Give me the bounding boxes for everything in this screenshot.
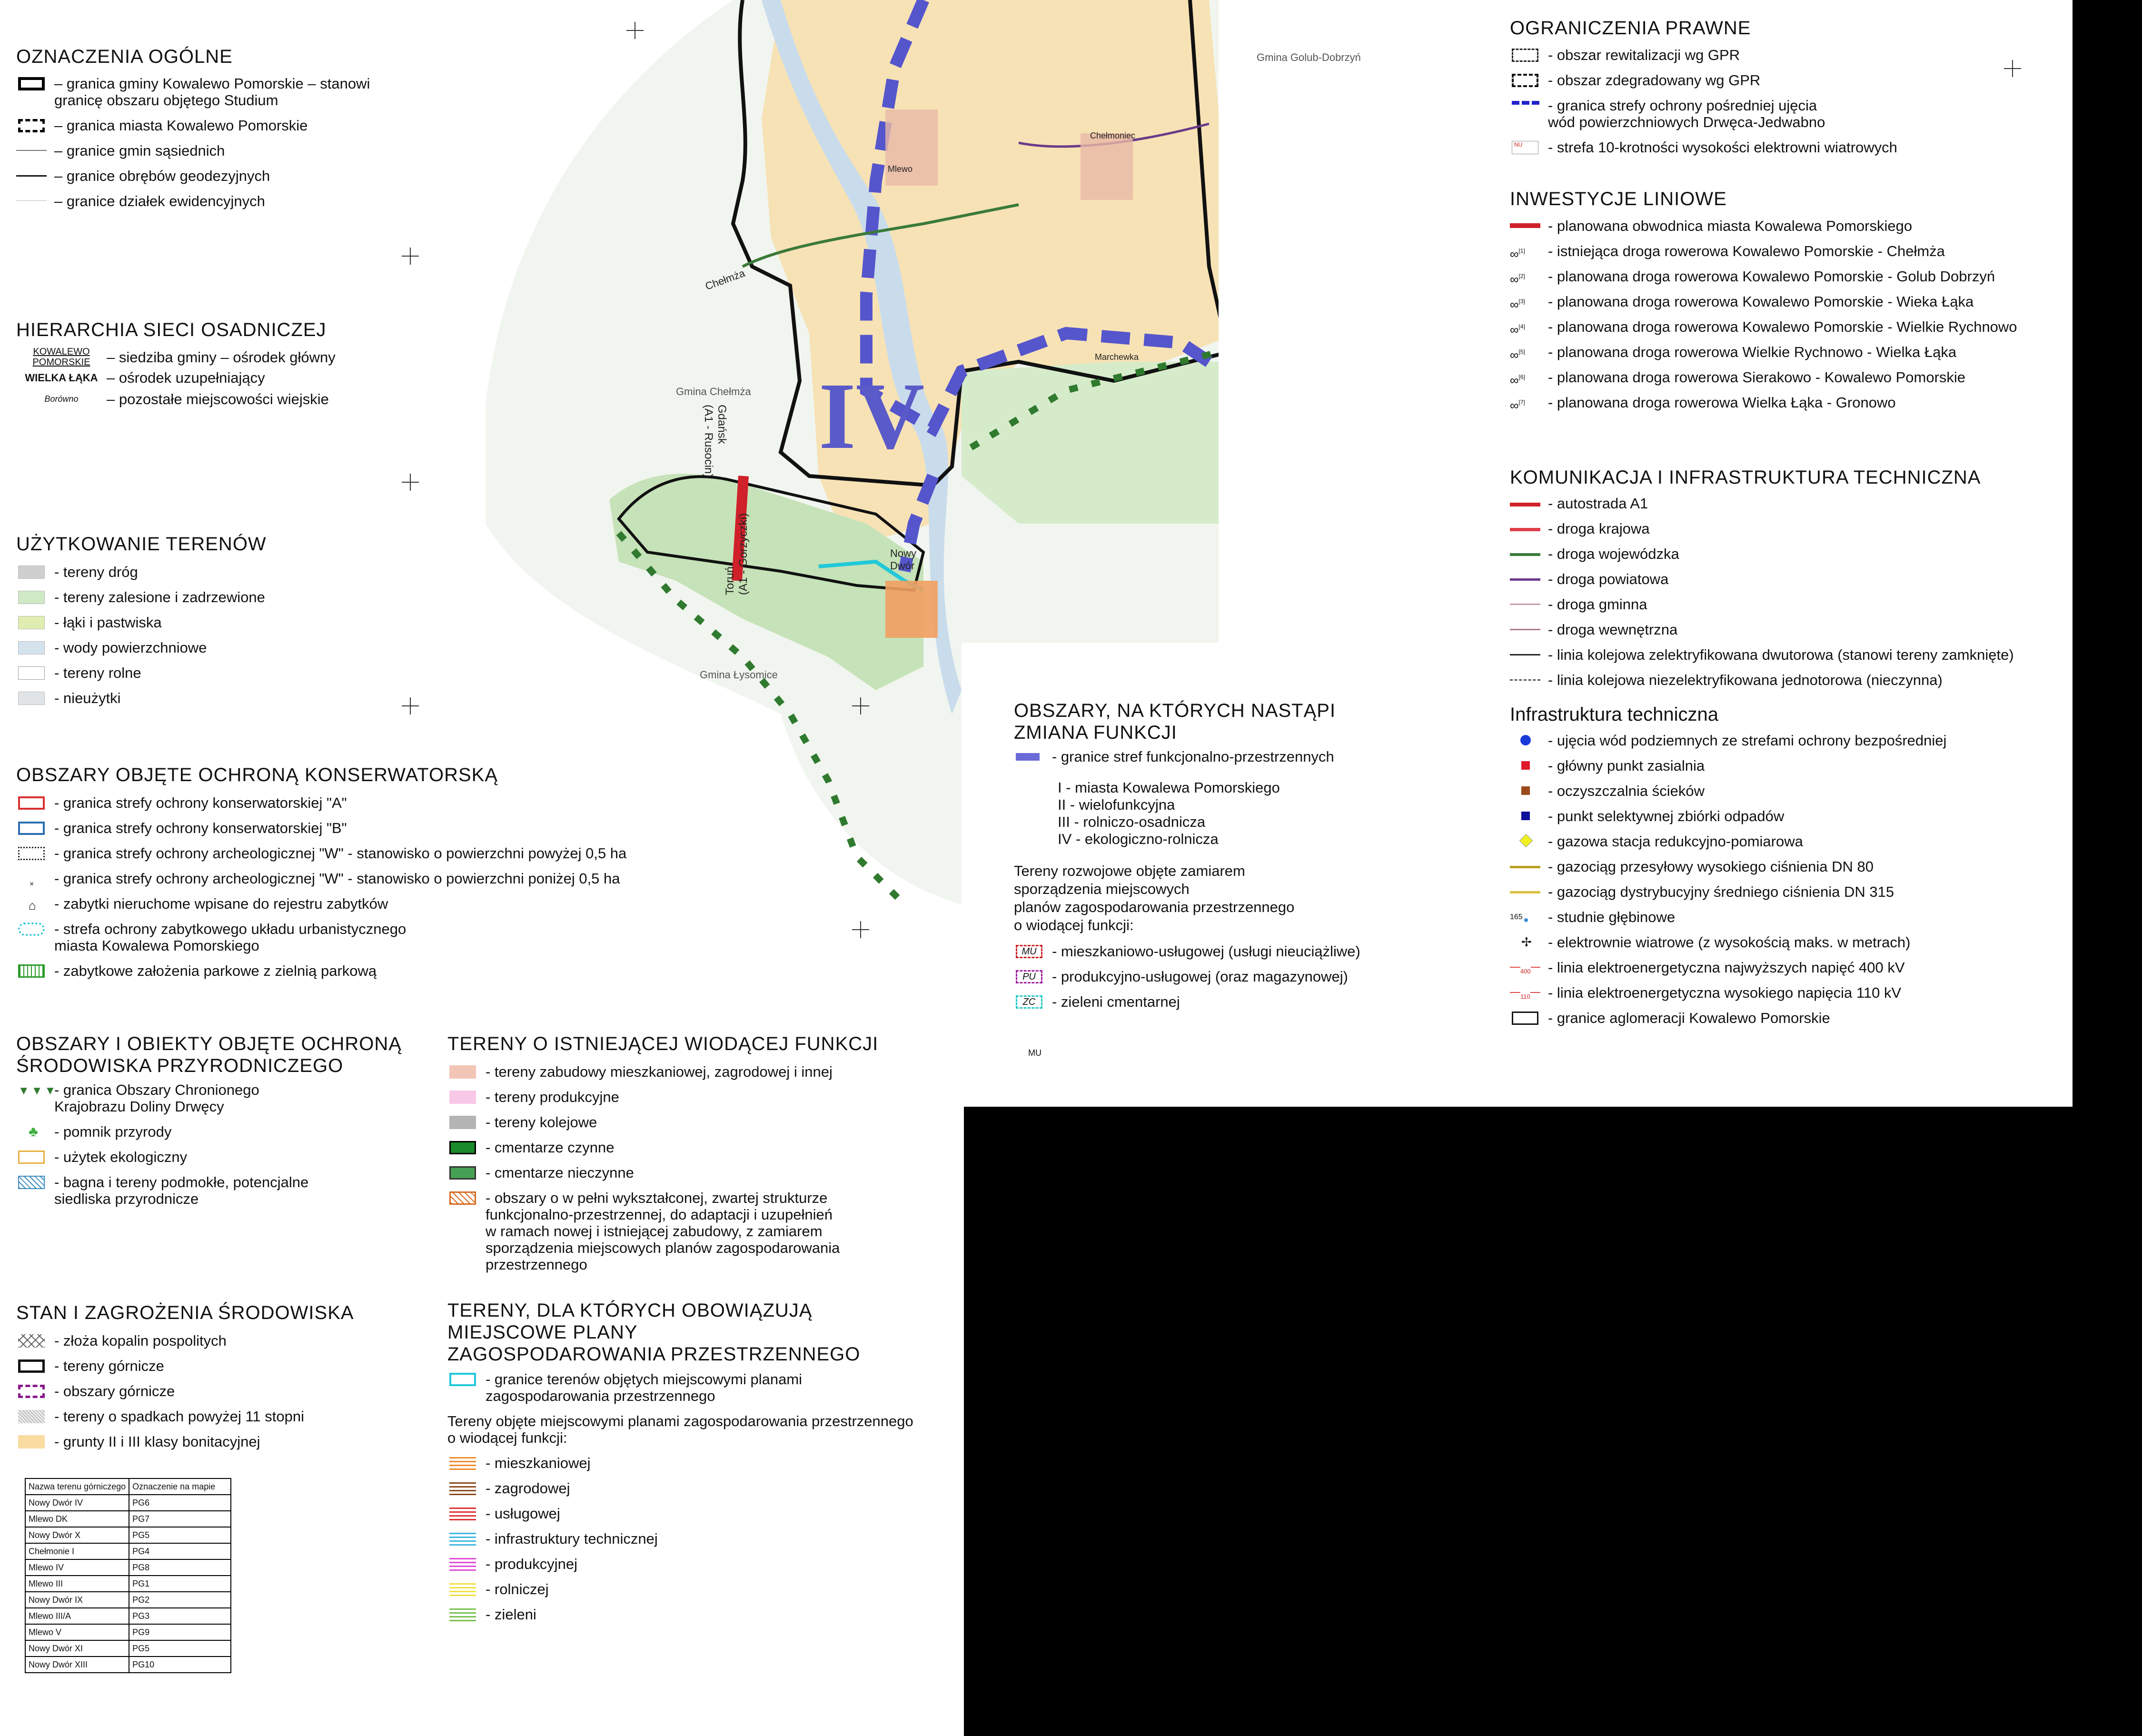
legend-label: - planowana droga rowerowa Kowalewo Pomorskie - Wieka Łąka bbox=[1548, 293, 1974, 310]
legend-label: - łąki i pastwiska bbox=[54, 614, 162, 631]
legend-label: - rolniczej bbox=[486, 1581, 549, 1597]
legend-local-plans-title: TERENY, DLA KTÓRYCH OBOWIĄZUJĄ MIEJSCOWE PLANY ZAGOSPODAROWANIA PRZESTRZENNEGO bbox=[447, 1300, 861, 1365]
bike-icon: ∞[3] bbox=[1510, 297, 1525, 312]
legend-item bbox=[447, 1164, 952, 1181]
table-cell: PG6 bbox=[129, 1495, 231, 1511]
line-400-code: 400 bbox=[1520, 963, 1531, 980]
legend-label: – granica gminy Kowalewo Pomorskie – stanowi granicę obszaru objętego Studium bbox=[54, 75, 370, 109]
legend-label: - granica strefy ochrony archeologicznej "W" - stanowisko o powierzchni powyżej 0,5 ha bbox=[54, 845, 627, 862]
legend-label: – granice gmin sąsiednich bbox=[54, 142, 225, 159]
legend-label: - droga wewnętrzna bbox=[1548, 621, 1678, 638]
development-intro: Tereny rozwojowe objęte zamiarem sporządzenia miejscowych planów zagospodarowania przestrzennego o wiodącej funkcji: bbox=[1014, 863, 1295, 933]
table-cell: PG10 bbox=[129, 1657, 231, 1673]
table-cell: PG5 bbox=[129, 1527, 231, 1543]
table-row bbox=[25, 1576, 231, 1592]
legend-label: - granica strefy ochrony konserwatorskiej "A" bbox=[54, 794, 347, 811]
legend-label: - droga powiatowa bbox=[1548, 571, 1669, 587]
legend-item bbox=[16, 962, 683, 979]
table-row bbox=[25, 1624, 231, 1640]
legend-item bbox=[1510, 394, 2072, 411]
legend-item bbox=[1510, 621, 2072, 638]
legend-item bbox=[1510, 97, 2072, 130]
legend-label: - punkt selektywnej zbiórki odpadów bbox=[1548, 808, 1785, 824]
bike-icon: ∞[5] bbox=[1510, 347, 1525, 362]
legend-linear-title: INWESTYCJE LINIOWE bbox=[1510, 188, 1727, 209]
legend-legal bbox=[1510, 17, 2072, 156]
legend-label: - grunty II i III klasy bonitacyjnej bbox=[54, 1433, 260, 1450]
legend-item bbox=[447, 1089, 952, 1105]
table-row bbox=[25, 1640, 231, 1657]
table-cell: PG1 bbox=[129, 1576, 231, 1592]
place-nowy-dwor: Nowy Dwór bbox=[890, 547, 917, 572]
legend-item bbox=[16, 564, 445, 580]
legend-legal-title: OGRANICZENIA PRAWNE bbox=[1510, 18, 1751, 39]
legend-item bbox=[1510, 293, 2072, 310]
legend-label: - zabytki nieruchome wpisane do rejestru zabytków bbox=[54, 895, 388, 912]
legend-label: – siedziba gminy – ośrodek główny bbox=[107, 348, 336, 366]
legend-item bbox=[16, 845, 683, 862]
bike-code: [2] bbox=[1518, 273, 1525, 279]
table-header: Nazwa terenu górniczego bbox=[25, 1478, 129, 1495]
legend-item bbox=[1510, 571, 2072, 587]
well-icon bbox=[1510, 909, 1543, 925]
legend-item bbox=[1510, 757, 2072, 774]
place-mlewo: Mlewo bbox=[888, 164, 913, 174]
legend-item bbox=[1510, 72, 2072, 89]
legend-nature-title: OBSZARY I OBIEKTY OBJĘTE OCHRONĄ ŚRODOWISKA PRZYRODNICZEGO bbox=[16, 1033, 402, 1076]
legend-label: - granice aglomeracji Kowalewo Pomorskie bbox=[1548, 1010, 1830, 1026]
bike-code: [3] bbox=[1518, 298, 1525, 305]
legend-label: - linia elektroenergetyczna wysokiego napięcia 110 kV bbox=[1548, 984, 1902, 1001]
legend-label: - linia kolejowa niezelektryfikowana jednotorowa (nieczynna) bbox=[1548, 672, 1943, 688]
grid-cross bbox=[402, 474, 419, 491]
place-chelmoniec: Chełmoniec bbox=[1090, 131, 1136, 140]
legend-label: - planowana droga rowerowa Sierakowo - Kowalewo Pomorskie bbox=[1548, 369, 1966, 386]
legend-transport bbox=[1510, 466, 2072, 688]
legend-label: - zabytkowe założenia parkowe z zielnią parkową bbox=[54, 962, 377, 979]
table-row bbox=[25, 1495, 231, 1511]
legend-label: - granice terenów objętych miejscowymi planami zagospodarowania przestrzennego bbox=[486, 1371, 803, 1404]
legend-item bbox=[1510, 1010, 2072, 1026]
table-cell: PG5 bbox=[129, 1640, 231, 1657]
legend-label: - elektrownie wiatrowe (z wysokością maks. w metrach) bbox=[1548, 934, 1911, 951]
legend-infrastructure-title: Infrastruktura techniczna bbox=[1510, 704, 1718, 725]
legend-item bbox=[1014, 993, 1433, 1010]
legend-label: – ośrodek uzupełniający bbox=[107, 369, 265, 386]
table-cell: Nowy Dwór X bbox=[25, 1527, 129, 1543]
table-cell: PG3 bbox=[129, 1608, 231, 1624]
legend-general-title: OZNACZENIA OGÓLNE bbox=[16, 46, 233, 67]
hierarchy-symbol-secondary: WIELKA ŁĄKA bbox=[25, 372, 98, 384]
legend-label: - granica Obszary Chronionego Krajobrazu Doliny Drwęcy bbox=[54, 1081, 259, 1115]
forest-area-east bbox=[962, 362, 1219, 524]
table-cell: PG8 bbox=[129, 1559, 231, 1576]
legend-item bbox=[1014, 748, 1433, 765]
legend-label: - obszary o w pełni wykształconej, zwartej strukturze funkcjonalno-przestrzennej, do adaptacji i uzupełnień w ramach nowej i istniejącej zabudowy, z zamiarem sporządzenia miejscowych planów zagospodarowania przestrzennego bbox=[486, 1190, 840, 1273]
legend-item bbox=[16, 1149, 435, 1165]
legend-label: - tereny rolne bbox=[54, 665, 141, 681]
legend-label: - obszar rewitalizacji wg GPR bbox=[1548, 47, 1740, 63]
legend-label: - obszary górnicze bbox=[54, 1383, 175, 1399]
legend-item bbox=[16, 1383, 435, 1399]
legend-label: - studnie głębinowe bbox=[1548, 909, 1676, 925]
legend-label: - tereny kolejowe bbox=[486, 1114, 597, 1131]
legend-item bbox=[1510, 369, 2072, 386]
legend-item bbox=[1014, 968, 1433, 985]
legend-existing-function-title: TERENY O ISTNIEJĄCEJ WIODĄCEJ FUNKCJI bbox=[447, 1033, 879, 1054]
legend-label: - planowana droga rowerowa Wielka Łąka - Gronowo bbox=[1548, 394, 1896, 411]
table-cell: Nowy Dwór IX bbox=[25, 1592, 129, 1608]
legend-land-use bbox=[16, 533, 445, 706]
legend-item bbox=[16, 347, 445, 367]
legend-item bbox=[1510, 959, 2072, 976]
legend-item bbox=[1510, 344, 2072, 360]
legend-item bbox=[1510, 495, 2072, 512]
code-pu: PU bbox=[1016, 970, 1042, 983]
grid-cross bbox=[626, 22, 644, 39]
legend-label: - obszar zdegradowany wg GPR bbox=[1548, 72, 1761, 89]
legend-label: - złoża kopalin pospolitych bbox=[54, 1332, 227, 1349]
legend-item bbox=[447, 1063, 952, 1080]
nodata-right-strip bbox=[2073, 0, 2142, 1107]
legend-item bbox=[1510, 268, 2072, 285]
table-cell: Nowy Dwór IV bbox=[25, 1495, 129, 1511]
legend-item bbox=[16, 1408, 435, 1425]
legend-item bbox=[16, 142, 445, 159]
power-line-110-icon bbox=[1510, 984, 1543, 1001]
legend-label: - bagna i tereny podmokłe, potencjalne siedliska przyrodnicze bbox=[54, 1174, 309, 1207]
legend-label: - droga krajowa bbox=[1548, 520, 1650, 537]
place-gmina-golub: Gmina Golub-Dobrzyń bbox=[1257, 51, 1361, 63]
place-gmina-chelmza: Gmina Chełmża bbox=[676, 386, 751, 397]
legend-existing-function bbox=[447, 1033, 952, 1273]
table-cell: Chełmonie I bbox=[25, 1543, 129, 1559]
legend-environment bbox=[16, 1302, 435, 1450]
legend-label: - usługowej bbox=[486, 1505, 560, 1522]
legend-label: - główny punkt zasialnia bbox=[1548, 757, 1705, 774]
legend-label: - strefa ochrony zabytkowego układu urbanistycznego miasta Kowalewa Pomorskiego bbox=[54, 921, 407, 954]
legend-label: - droga wojewódzka bbox=[1548, 546, 1679, 562]
legend-item bbox=[1510, 243, 2072, 259]
legend-item bbox=[447, 1114, 952, 1131]
legend-item bbox=[447, 1581, 962, 1597]
legend-item bbox=[1510, 596, 2072, 613]
table-cell: Mlewo III bbox=[25, 1576, 129, 1592]
bike-icon: ∞[7] bbox=[1510, 398, 1525, 413]
legend-label: - produkcyjnej bbox=[486, 1556, 577, 1572]
power-line-400-icon bbox=[1510, 959, 1543, 975]
wind-zone-code: NU bbox=[1512, 141, 1538, 154]
legend-label: - gazowa stacja redukcyjno-pomiarowa bbox=[1548, 833, 1803, 850]
legend-item bbox=[16, 870, 683, 887]
legend-item bbox=[16, 639, 445, 656]
legend-item bbox=[1510, 520, 2072, 537]
legend-label: - zieleni bbox=[486, 1606, 536, 1623]
legend-conservation-title: OBSZARY OBJĘTE OCHRONĄ KONSERWATORSKĄ bbox=[16, 764, 498, 785]
place-torun: Toruń (A1 - Gorzyczki) bbox=[724, 513, 750, 595]
zone-label-iv: IV bbox=[819, 364, 925, 469]
mlewo-built-area bbox=[885, 109, 938, 186]
line-110-code: 110 bbox=[1520, 988, 1530, 1005]
waste-point-icon bbox=[1510, 808, 1543, 824]
legend-label: - infrastruktury technicznej bbox=[486, 1530, 658, 1547]
legend-label: - tereny o spadkach powyżej 11 stopni bbox=[54, 1408, 305, 1425]
legend-label: - produkcyjno-usługowej (oraz magazynowej) bbox=[1052, 968, 1348, 985]
power-point-icon bbox=[1510, 757, 1543, 774]
table-header-row bbox=[25, 1478, 231, 1495]
legend-label: - zagrodowej bbox=[486, 1480, 570, 1497]
legend-label: - tereny produkcyjne bbox=[486, 1089, 619, 1105]
table-cell: Mlewo IV bbox=[25, 1559, 129, 1576]
place-gdansk: Gdańsk (A1 - Rusocin) bbox=[702, 405, 728, 478]
legend-label: - autostrada A1 bbox=[1548, 495, 1648, 512]
legend-label: - tereny zalesione i zadrzewione bbox=[54, 589, 265, 605]
legend-item bbox=[16, 895, 683, 912]
legend-label: – pozostałe miejscowości wiejskie bbox=[107, 391, 329, 407]
table-cell: Nowy Dwór XIII bbox=[25, 1657, 129, 1673]
bike-icon: ∞[4] bbox=[1510, 322, 1525, 337]
protected-landscape-icon: ▼▼▼ bbox=[18, 1084, 58, 1097]
legend-item bbox=[447, 1606, 962, 1623]
bike-icon: ∞[1] bbox=[1510, 247, 1525, 261]
legend-label: - istniejąca droga rowerowa Kowalewo Pomorskie - Chełmża bbox=[1548, 243, 1945, 259]
legend-change-areas-title: OBSZARY, NA KTÓRYCH NASTĄPI ZMIANA FUNKCJI bbox=[1014, 700, 1336, 743]
table-cell: PG2 bbox=[129, 1592, 231, 1608]
place-gmina-lysomice: Gmina Łysomice bbox=[700, 669, 778, 681]
production-area bbox=[885, 581, 938, 638]
grid-cross bbox=[402, 248, 419, 265]
legend-local-plans bbox=[447, 1300, 962, 1623]
legend-item bbox=[1510, 546, 2072, 562]
legend-item bbox=[16, 1174, 435, 1207]
table-header: Oznaczenie na mapie bbox=[129, 1478, 231, 1495]
table-cell: Mlewo DK bbox=[25, 1511, 129, 1527]
legend-item bbox=[16, 75, 445, 109]
legend-label: - granica strefy ochrony pośredniej ujęcia wód powierzchniowych Drwęca-Jedwabno bbox=[1548, 97, 1825, 130]
gas-station-icon bbox=[1510, 833, 1543, 849]
wind-turbine-icon: ✢ bbox=[1521, 935, 1532, 949]
legend-item bbox=[16, 168, 445, 184]
legend-item bbox=[1510, 47, 2072, 63]
legend-item bbox=[447, 1556, 962, 1572]
place-marchewka: Marchewka bbox=[1095, 352, 1139, 362]
legend-item bbox=[1510, 808, 2072, 824]
groundwater-intake-icon bbox=[1510, 732, 1543, 748]
legend-label: - mieszkaniowej bbox=[486, 1455, 591, 1471]
legend-label: - tereny dróg bbox=[54, 564, 138, 580]
mining-areas-table bbox=[25, 1478, 231, 1673]
legend-label: - tereny górnicze bbox=[54, 1358, 164, 1374]
legend-hierarchy-title: HIERARCHIA SIECI OSADNICZEJ bbox=[16, 319, 327, 340]
tree-icon: ♣ bbox=[29, 1124, 38, 1140]
place-chelmza: Chełmża bbox=[704, 267, 747, 293]
legend-label: - planowana obwodnica miasta Kowalewa Pomorskiego bbox=[1548, 218, 1913, 234]
legend-item bbox=[1510, 984, 2072, 1001]
grid-cross bbox=[852, 921, 869, 938]
bike-icon: ∞[2] bbox=[1510, 272, 1525, 287]
legend-label: - ujęcia wód podziemnych ze strefami ochrony bezpośredniej bbox=[1548, 732, 1947, 749]
legend-item bbox=[1510, 218, 2072, 234]
table-cell: Nowy Dwór XI bbox=[25, 1640, 129, 1657]
legend-label: - gazociąg dystrybucyjny średniego ciśnienia DN 315 bbox=[1548, 883, 1894, 900]
legend-land-use-title: UŻYTKOWANIE TERENÓW bbox=[16, 534, 267, 555]
legend-item bbox=[16, 391, 445, 407]
table-cell: PG7 bbox=[129, 1511, 231, 1527]
legend-item bbox=[16, 117, 445, 134]
legend-item bbox=[16, 794, 683, 811]
legend-label: - linia elektroenergetyczna najwyższych napięć 400 kV bbox=[1548, 959, 1905, 976]
table-cell: Mlewo III/A bbox=[25, 1608, 129, 1624]
legend-change-areas bbox=[1014, 700, 1433, 1058]
table-row bbox=[25, 1592, 231, 1608]
code-zc: ZC bbox=[1016, 995, 1042, 1009]
legend-item bbox=[16, 614, 445, 631]
table-cell: Mlewo V bbox=[25, 1624, 129, 1640]
table-row bbox=[25, 1543, 231, 1559]
hierarchy-symbol-village: Borówno bbox=[44, 394, 79, 404]
mu-note: MU bbox=[1028, 1048, 1041, 1058]
legend-item bbox=[447, 1455, 962, 1471]
legend-general bbox=[16, 46, 445, 209]
legend-item bbox=[16, 589, 445, 605]
table-cell: PG4 bbox=[129, 1543, 231, 1559]
legend-item bbox=[1510, 934, 2072, 951]
chelmoniec-built-area bbox=[1081, 131, 1136, 200]
legend-item bbox=[16, 1433, 435, 1450]
sewage-plant-icon bbox=[1510, 783, 1543, 799]
legend-infrastructure bbox=[1510, 704, 2072, 1026]
hierarchy-symbol-main: KOWALEWO POMORSKIE bbox=[32, 347, 90, 367]
legend-label: - granice stref funkcjonalno-przestrzennych bbox=[1052, 748, 1334, 765]
legend-item bbox=[16, 1081, 435, 1115]
table-row bbox=[25, 1657, 231, 1673]
bike-code: [5] bbox=[1518, 348, 1525, 355]
legend-item bbox=[1510, 883, 2072, 900]
legend-transport-title: KOMUNIKACJA I INFRASTRUKTURA TECHNICZNA bbox=[1510, 467, 1981, 488]
monument-icon: ⌂ bbox=[29, 898, 36, 913]
legend-item bbox=[447, 1480, 962, 1497]
legend-label: - planowana droga rowerowa Kowalewo Pomorskie - Golub Dobrzyń bbox=[1548, 268, 1995, 285]
local-plans-subtitle: Tereny objęte miejscowymi planami zagospodarowania przestrzennego o wiodącej funkcji: bbox=[447, 1413, 913, 1446]
legend-item bbox=[1510, 833, 2072, 850]
legend-label: - gazociąg przesyłowy wysokiego ciśnienia DN 80 bbox=[1548, 858, 1874, 875]
legend-item bbox=[16, 921, 683, 954]
legend-hierarchy bbox=[16, 319, 445, 407]
legend-label: - tereny zabudowy mieszkaniowej, zagrodowej i innej bbox=[486, 1063, 833, 1080]
nodata-area bbox=[964, 1107, 2142, 1736]
legend-item bbox=[1510, 732, 2072, 749]
bike-code: [1] bbox=[1518, 248, 1525, 254]
legend-item bbox=[447, 1530, 962, 1547]
legend-item bbox=[16, 820, 683, 836]
well-code: 165 bbox=[1510, 913, 1523, 921]
legend-label: - zieleni cmentarnej bbox=[1052, 993, 1180, 1010]
code-mu: MU bbox=[1016, 945, 1042, 958]
bike-code: [6] bbox=[1518, 374, 1525, 380]
legend-label: - granica strefy ochrony archeologicznej "W" - stanowisko o powierzchni poniżej 0,5 ha bbox=[54, 870, 620, 887]
legend-item bbox=[447, 1139, 952, 1156]
legend-label: - pomnik przyrody bbox=[54, 1123, 172, 1140]
legend-label: - granica strefy ochrony konserwatorskiej "B" bbox=[54, 820, 347, 836]
legend-item bbox=[16, 1123, 435, 1140]
legend-item bbox=[16, 1332, 435, 1349]
table-row bbox=[25, 1511, 231, 1527]
table-row bbox=[25, 1608, 231, 1624]
legend-linear bbox=[1510, 188, 2072, 411]
legend-item bbox=[1510, 646, 2072, 663]
legend-label: – granice obrębów geodezyjnych bbox=[54, 168, 270, 184]
legend-item bbox=[16, 193, 445, 209]
legend-label: - cmentarze nieczynne bbox=[486, 1164, 634, 1181]
legend-item bbox=[16, 369, 445, 386]
legend-item bbox=[1510, 672, 2072, 688]
legend-label: - wody powierzchniowe bbox=[54, 639, 207, 656]
legend-label: - planowana droga rowerowa Wielkie Rychnowo - Wielka Łąka bbox=[1548, 344, 1957, 360]
agglomeration-icon bbox=[1510, 1010, 1543, 1026]
legend-label: - oczyszczalnia ścieków bbox=[1548, 783, 1705, 799]
legend-label: - użytek ekologiczny bbox=[54, 1149, 188, 1165]
bike-code: [7] bbox=[1518, 399, 1525, 406]
legend-label: - strefa 10-krotności wysokości elektrowni wiatrowych bbox=[1548, 139, 1897, 156]
table-cell: PG9 bbox=[129, 1624, 231, 1640]
legend-item bbox=[447, 1371, 962, 1404]
archaeology-point-icon: × bbox=[30, 880, 34, 888]
table-row bbox=[25, 1527, 231, 1543]
bike-code: [4] bbox=[1518, 323, 1525, 330]
legend-label: - linia kolejowa zelektryfikowana dwutorowa (stanowi tereny zamknięte) bbox=[1548, 646, 2014, 663]
zones-list: I - miasta Kowalewa Pomorskiego II - wielofunkcyjna III - rolniczo-osadnicza IV - ekologiczno-rolnicza bbox=[1058, 779, 1280, 847]
legend-label: - droga gminna bbox=[1548, 596, 1647, 613]
legend-label: – granica miasta Kowalewo Pomorskie bbox=[54, 117, 308, 134]
legend-item bbox=[16, 690, 445, 706]
legend-item bbox=[1510, 318, 2072, 335]
bike-icon: ∞[6] bbox=[1510, 373, 1525, 387]
legend-item bbox=[1510, 139, 2072, 156]
legend-item bbox=[16, 665, 445, 681]
grid-cross bbox=[852, 697, 869, 714]
legend-label: - nieużytki bbox=[54, 690, 121, 706]
legend-item bbox=[447, 1190, 952, 1273]
legend-item bbox=[1014, 943, 1433, 960]
legend-environment-title: STAN I ZAGROŻENIA ŚRODOWISKA bbox=[16, 1302, 354, 1323]
legend-conservation bbox=[16, 764, 683, 979]
legend-nature bbox=[16, 1033, 435, 1207]
legend-item bbox=[447, 1505, 962, 1522]
legend-label: - cmentarze czynne bbox=[486, 1139, 615, 1156]
legend-label: - mieszkaniowo-usługowej (usługi nieuciążliwe) bbox=[1052, 943, 1360, 960]
legend-item bbox=[16, 1358, 435, 1374]
legend-item bbox=[1510, 909, 2072, 925]
legend-item bbox=[1510, 783, 2072, 799]
legend-item bbox=[1510, 858, 2072, 875]
legend-label: - planowana droga rowerowa Kowalewo Pomorskie - Wielkie Rychnowo bbox=[1548, 318, 2017, 335]
table-row bbox=[25, 1559, 231, 1576]
legend-label: – granice działek ewidencyjnych bbox=[54, 193, 265, 209]
